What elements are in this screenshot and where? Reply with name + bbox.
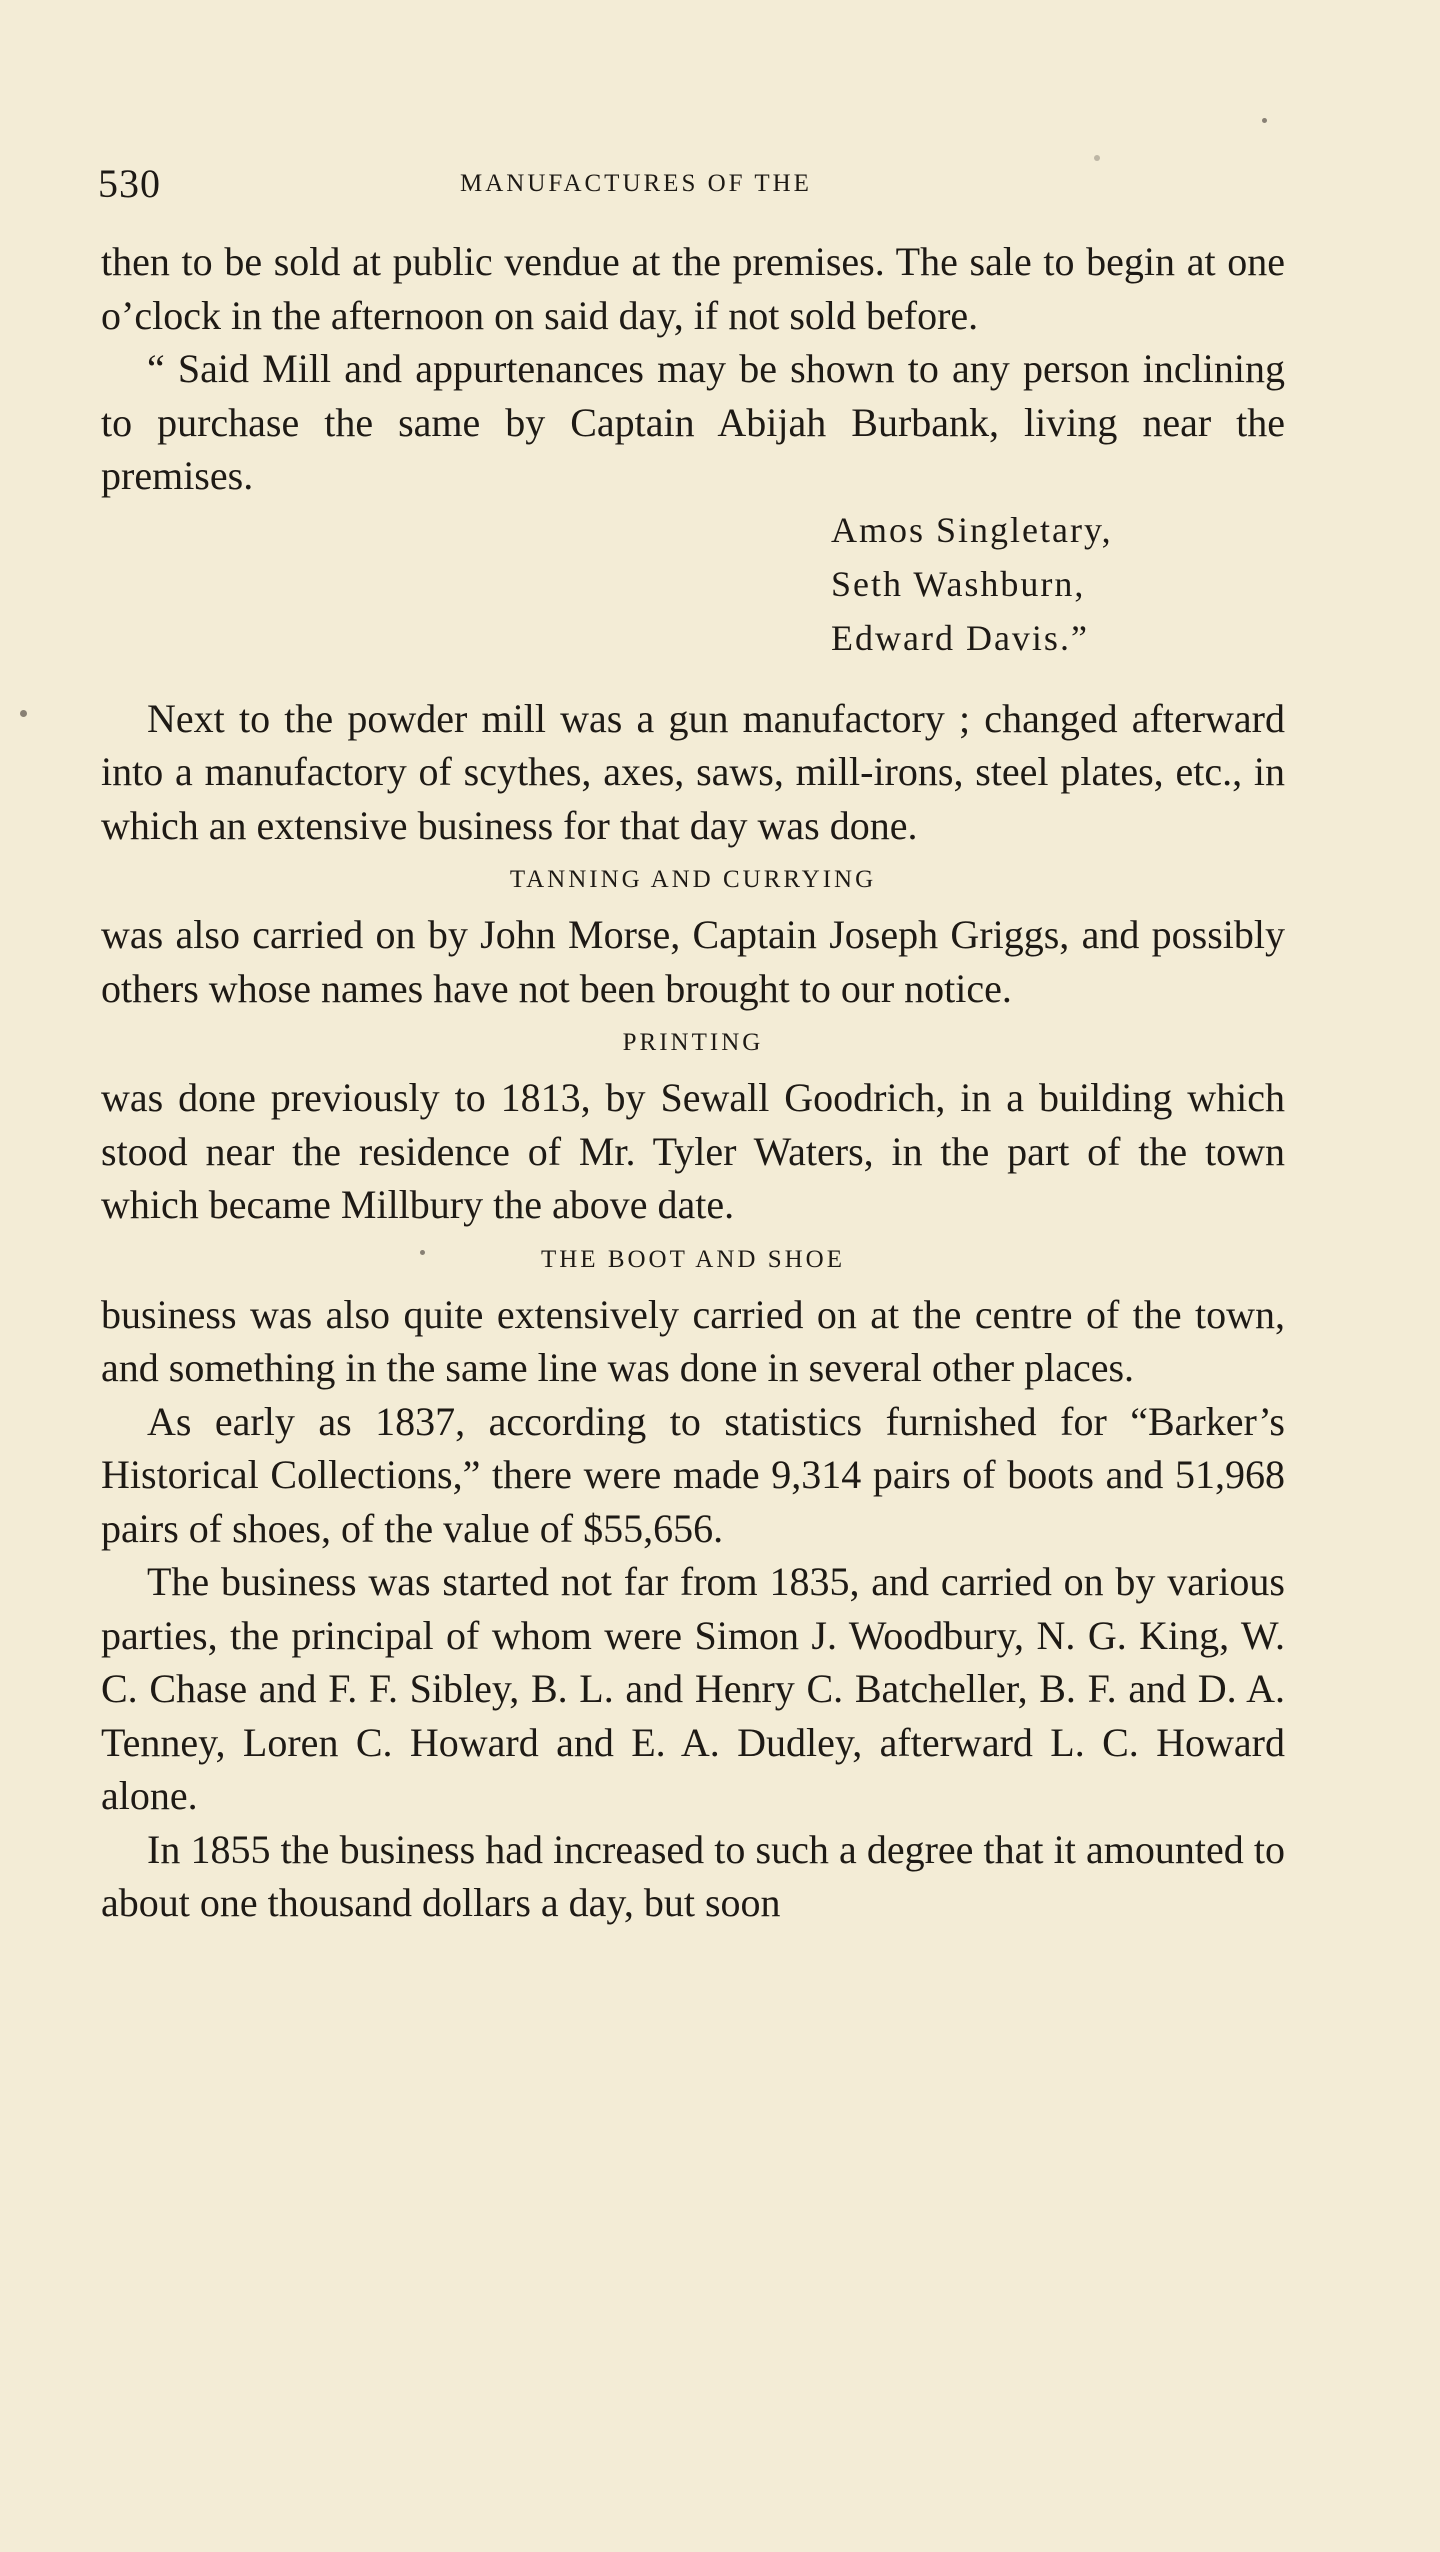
paragraph-gun-manufactory: Next to the powder mill was a gun manufactory ; changed afterward into a manufactory of scythes, axes, saws, mill-irons, steel plates, etc., in which an extensive business for that day was done.: [101, 695, 1285, 848]
running-head: MANUFACTURES OF THE: [460, 170, 812, 197]
signature-line: Edward Davis.”: [831, 617, 1089, 658]
paragraph-boot-business: business was also quite extensively carried on at the centre of the town, and something in the same line was done in several other places.: [101, 1291, 1285, 1390]
ink-speck: [1262, 118, 1267, 123]
paragraph-business-parties: The business was started not far from 1835, and carried on by various parties, the principal of whom were Simon J. Woodbury, N. G. King, W. C. Chase and F. F. Sibley, B. L. and Henry C. Batcheller, B. F. and D. A. Tenney, Loren C. Howard and E. A. Dudley, afterward L. C. Howard alone.: [101, 1559, 1285, 1818]
ink-speck: [420, 1250, 425, 1255]
signature-block: [831, 503, 1285, 665]
signature-line: Amos Singletary,: [831, 509, 1113, 550]
signature-line: Seth Washburn,: [831, 563, 1086, 604]
section-heading-tanning: TANNING AND CURRYING: [509, 866, 877, 893]
paragraph-mill-showing: “ Said Mill and appurtenances may be shown to any person inclining to purchase the same by Captain Abijah Burbank, living near the premises.: [101, 346, 1285, 498]
paragraph-gap: [101, 665, 1285, 692]
paragraph-printing: was done previously to 1813, by Sewall Goodrich, in a building which stood near the residence of Mr. Tyler Waters, in the part of the town which became Millbury the above date.: [101, 1075, 1285, 1227]
page-number: 530: [98, 161, 161, 206]
section-heading-boot-and-shoe: THE BOOT AND SHOE: [540, 1245, 845, 1273]
page-body: [101, 235, 1285, 1930]
ink-speck: [1094, 155, 1100, 161]
section-heading-printing: PRINTING: [622, 1029, 764, 1056]
paragraph-statistics-1837: As early as 1837, according to statistics furnished for “Barker’s Historical Collections,” there were made 9,314 pairs of boots and 51,968 pairs of shoes, of the value of $55,656.: [101, 1398, 1285, 1551]
paragraph-tanning: was also carried on by John Morse, Captain Joseph Griggs, and possibly others whose names have not been brought to our notice.: [101, 912, 1285, 1011]
ink-speck: [20, 710, 27, 717]
paragraph-sale-notice: then to be sold at public vendue at the premises. The sale to begin at one o’clock in the afternoon on said day, if not sold before.: [101, 239, 1285, 338]
paragraph-business-1855: In 1855 the business had increased to such a degree that it amounted to about one thousand dollars a day, but soon: [101, 1826, 1285, 1925]
page-header: [98, 160, 1288, 210]
